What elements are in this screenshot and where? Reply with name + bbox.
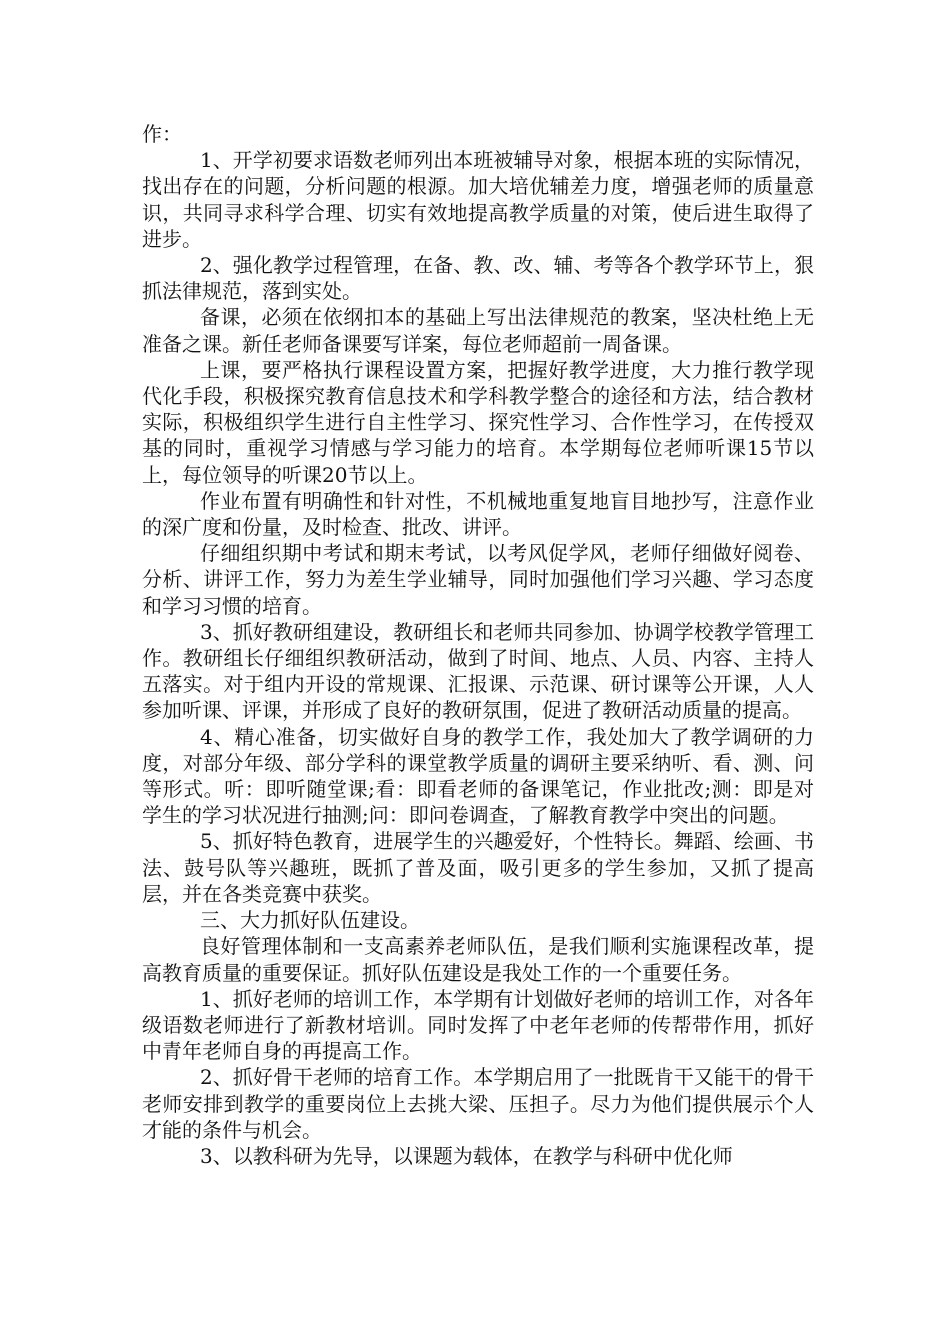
paragraph-item-1: 1、开学初要求语数老师列出本班被辅导对象，根据本班的实际情况，找出存在的问题，分析问题的根源。加大培优辅差力度，增强老师的质量意识，共同寻求科学合理、切实有效地提高教学质量的对策，使后进生取得了进步。 xyxy=(142,148,814,251)
paragraph-item-3: 3、抓好教研组建设，教研组长和老师共同参加、协调学校教学管理工作。教研组长仔细组织教研活动，做到了时间、地点、人员、内容、主持人五落实。对于组内开设的常规课、汇报课、示范课、研讨课等公开课，人人参加听课、评课，并形成了良好的教研氛围，促进了教研活动质量的提高。 xyxy=(142,619,814,723)
paragraph-class-teaching: 上课，要严格执行课程设置方案，把握好教学进度，大力推行教学现代化手段，积极探究教育信息技术和学科教学整合的途径和方法，结合教材实际，积极组织学生进行自主性学习、探究性学习、合作性学习，在传授双基的同时，重视学习情感与学习能力的培育。本学期每位老师听课15节以上，每位领导的听课20节以上。 xyxy=(142,357,814,487)
section-heading-3: 三、大力抓好队伍建设。 xyxy=(200,908,420,933)
paragraph-team-item-1: 1、抓好老师的培训工作，本学期有计划做好老师的培训工作，对各年级语数老师进行了新教材培训。同时发挥了中老年老师的传帮带作用，抓好中青年老师自身的再提高工作。 xyxy=(142,986,814,1064)
paragraph-homework: 作业布置有明确性和针对性，不机械地重复地盲目地抄写，注意作业的深广度和份量，及时检查、批改、讲评。 xyxy=(142,488,814,540)
paragraph-exams: 仔细组织期中考试和期末考试，以考风促学风，老师仔细做好阅卷、分析、讲评工作，努力为差生学业辅导，同时加强他们学习兴趣、学习态度和学习习惯的培育。 xyxy=(142,541,814,618)
paragraph-item-4: 4、精心准备，切实做好自身的教学工作，我处加大了教学调研的力度，对部分年级、部分学科的课堂教学质量的调研主要采纳听、看、测、问等形式。听：即听随堂课;看：即看老师的备课笔记，作业批改;测：即是对学生的学习状况进行抽测;问：即问卷调查，了解教育教学中突出的问题。 xyxy=(142,724,814,828)
paragraph-item-5: 5、抓好特色教育，进展学生的兴趣爱好，个性特长。舞蹈、绘画、书法、鼓号队等兴趣班，既抓了普及面，吸引更多的学生参加，又抓了提高层，并在各类竞赛中获奖。 xyxy=(142,829,814,906)
paragraph-continuation: 作： xyxy=(142,122,182,146)
paragraph-team-item-2: 2、抓好骨干老师的培育工作。本学期启用了一批既肯干又能干的骨干老师安排到教学的重要岗位上去挑大梁、压担子。尽力为他们提供展示个人才能的条件与机会。 xyxy=(142,1065,814,1142)
paragraph-lesson-prep: 备课，必须在依纲扣本的基础上写出法律规范的教案，坚决杜绝上无准备之课。新任老师备课要写详案，每位老师超前一周备课。 xyxy=(142,305,814,356)
paragraph-item-2: 2、强化教学过程管理，在备、教、改、辅、考等各个教学环节上，狠抓法律规范，落到实处。 xyxy=(142,253,814,304)
document-body xyxy=(142,121,814,1169)
paragraph-team-intro: 良好管理体制和一支高素养老师队伍，是我们顺利实施课程改革，提高教育质量的重要保证。抓好队伍建设是我处工作的一个重要任务。 xyxy=(142,934,814,985)
paragraph-team-item-3: 3、以教科研为先导，以课题为载体，在教学与科研中优化师 xyxy=(200,1143,733,1168)
